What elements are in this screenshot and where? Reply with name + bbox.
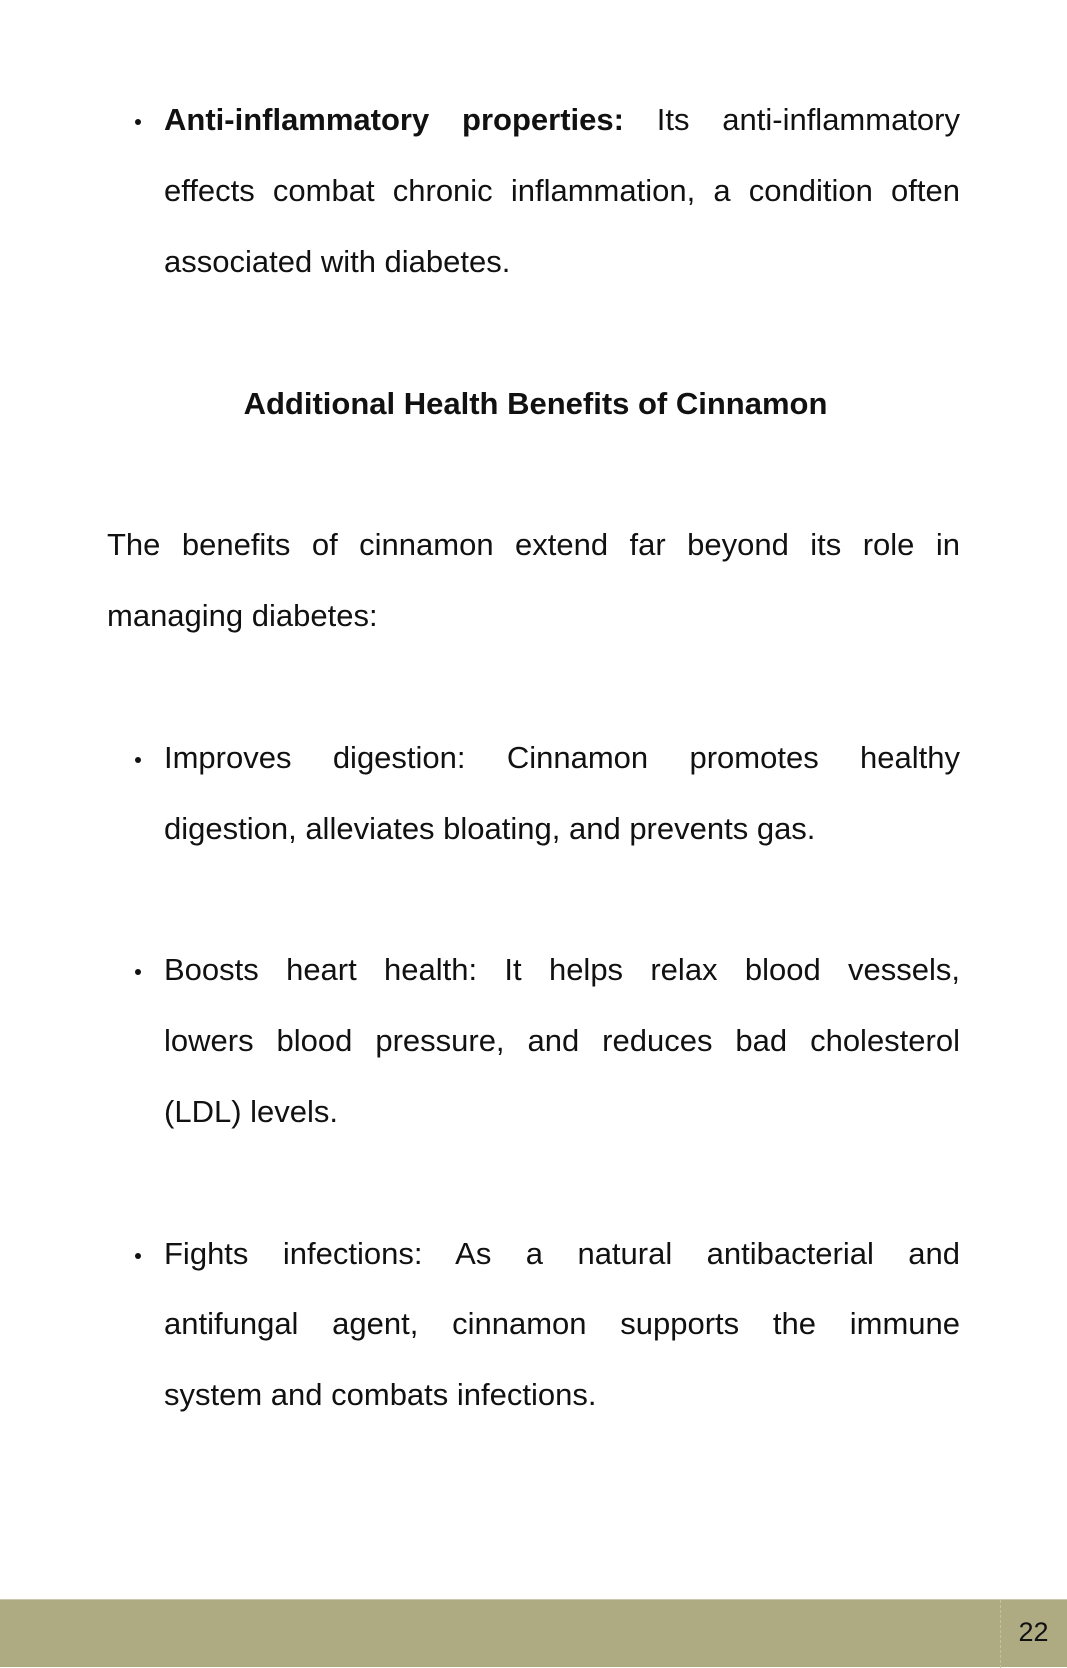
bullet-dot-icon	[135, 1253, 141, 1259]
bullet-dot-icon	[135, 969, 141, 975]
section-heading: Additional Health Benefits of Cinnamon	[243, 386, 828, 421]
list-item-line: antifungal agent, cinnamon supports the immune	[164, 1306, 960, 1341]
paragraph-line: The benefits of cinnamon extend far beyond its role in	[107, 527, 960, 562]
list-item-line: Improves digestion: Cinnamon promotes healthy	[164, 740, 960, 775]
list-item-line: (LDL) levels.	[164, 1094, 338, 1129]
list-item-line: associated with diabetes.	[164, 244, 511, 279]
list-item-line: Fights infections: As a natural antibacterial and	[164, 1236, 960, 1271]
bullet-dot-icon	[135, 757, 141, 763]
list-item-text: Its anti-inflammatory	[656, 102, 960, 137]
page-number: 22	[1018, 1617, 1049, 1647]
list-item-line	[164, 100, 960, 140]
list-item-line: system and combats infections.	[164, 1377, 597, 1412]
list-item-line: Boosts heart health: It helps relax blood vessels,	[164, 952, 960, 987]
page-footer	[0, 1599, 1067, 1667]
list-item-line: effects combat chronic inflammation, a condition often	[164, 173, 960, 208]
list-item-label: Anti-inflammatory properties:	[164, 102, 624, 137]
list-item-line: lowers blood pressure, and reduces bad cholesterol	[164, 1023, 960, 1058]
paragraph-line: managing diabetes:	[107, 598, 378, 633]
list-item-line: digestion, alleviates bloating, and prevents gas.	[164, 811, 816, 846]
bullet-dot-icon	[135, 119, 141, 125]
